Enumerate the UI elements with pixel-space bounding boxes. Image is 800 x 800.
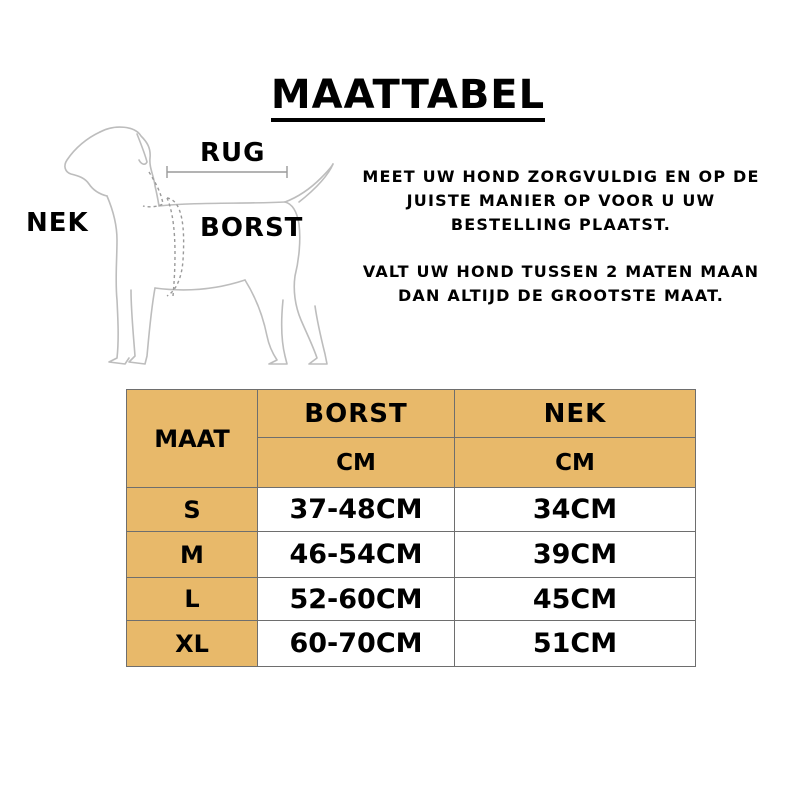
header-maat: MAAT — [127, 390, 258, 488]
size-cell: XL — [127, 621, 258, 667]
size-cell: L — [127, 578, 258, 621]
table-header-row — [127, 390, 696, 438]
size-table — [126, 389, 696, 667]
chest-cell: 60-70CM — [258, 621, 455, 667]
neck-cell: 39CM — [455, 532, 696, 578]
chest-cell: 46-54CM — [258, 532, 455, 578]
dog-chest — [107, 196, 129, 364]
page-title: MAATTABEL — [0, 72, 800, 122]
size-cell: S — [127, 488, 258, 532]
neck-cell: 51CM — [455, 621, 696, 667]
dog-tail — [285, 164, 333, 202]
dog-ear — [137, 134, 147, 164]
header-nek: NEK — [455, 390, 696, 438]
label-borst: BORST — [200, 213, 304, 243]
header-nek-unit: CM — [455, 438, 696, 488]
chest-cell: 52-60CM — [258, 578, 455, 621]
header-borst-unit: CM — [258, 438, 455, 488]
header-borst: BORST — [258, 390, 455, 438]
table-row — [127, 578, 696, 621]
dog-head — [100, 127, 159, 206]
instruction-between-sizes: VALT UW HOND TUSSEN 2 MATEN MAAN DAN ALTIJD DE GROOTSTE MAAT. — [362, 262, 760, 305]
table-row — [127, 621, 696, 667]
neck-cell: 34CM — [455, 488, 696, 532]
table-row — [127, 488, 696, 532]
label-nek: NEK — [26, 208, 89, 238]
neck-cell: 45CM — [455, 578, 696, 621]
dog-hind-leg-2 — [245, 280, 287, 364]
instruction-measure: MEET UW HOND ZORGVULDIG EN OP DE JUISTE MANIER OP VOOR U UW BESTELLING PLAATST. — [362, 167, 760, 234]
size-cell: M — [127, 532, 258, 578]
table-row — [127, 532, 696, 578]
label-rug: RUG — [200, 138, 266, 168]
dog-front-leg-2 — [129, 288, 155, 364]
dog-belly — [155, 280, 245, 290]
dog-snout — [65, 132, 107, 196]
chest-cell: 37-48CM — [258, 488, 455, 532]
